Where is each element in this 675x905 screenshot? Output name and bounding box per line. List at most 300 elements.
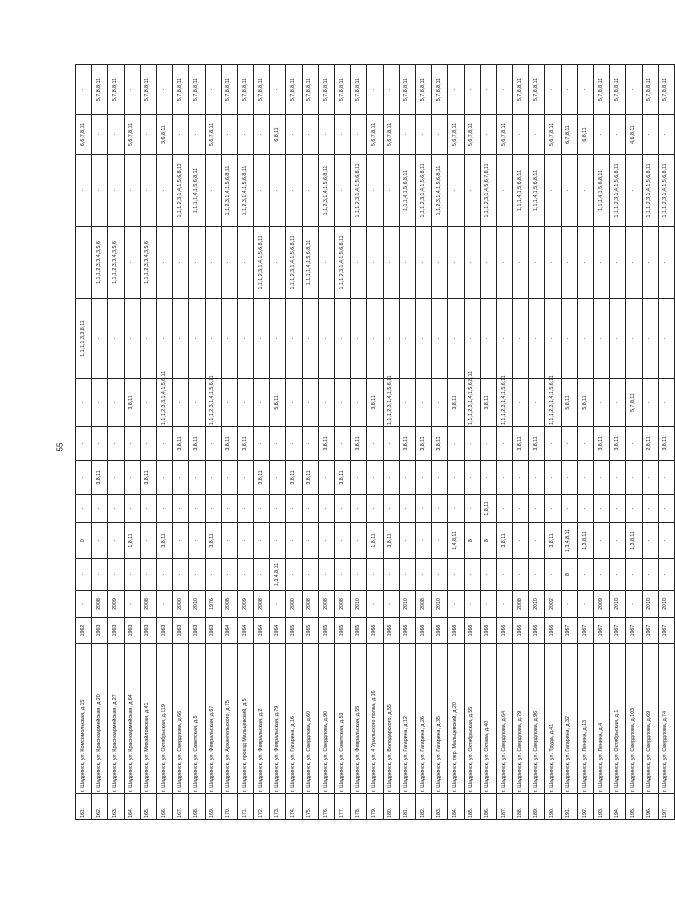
build-year-cell: 1965 bbox=[335, 618, 351, 644]
value-cell-8: 3,8,11 bbox=[415, 427, 431, 461]
value-cell-10: - bbox=[658, 299, 674, 379]
row-number-cell: 176. bbox=[318, 794, 334, 820]
address-cell: г. Шадринск, ул. Красноармейская, д.27 bbox=[108, 644, 124, 794]
address-cell: г. Шадринск, ул. Труда, д.41 bbox=[545, 644, 561, 794]
value-cell-7: - bbox=[318, 461, 334, 495]
value-cell-10: - bbox=[270, 299, 286, 379]
address-cell: г. Шадринск, ул. Советская, д.5 bbox=[189, 644, 205, 794]
value-cell-9: 5,8,11 bbox=[270, 379, 286, 427]
table-row bbox=[318, 65, 334, 820]
value-cell-10: - bbox=[594, 299, 610, 379]
value-cell-10: - bbox=[318, 299, 334, 379]
value-cell-5: 1,3,8,11 bbox=[626, 523, 642, 559]
value-cell-9: - bbox=[302, 379, 318, 427]
address-cell: г. Шадринск, ул. Свердлова, д.96 bbox=[529, 644, 545, 794]
value-cell-4: - bbox=[124, 559, 140, 591]
value-cell-8: 3,8,11 bbox=[432, 427, 448, 461]
address-cell: г. Шадринск, ул. Февральская, д.2 bbox=[254, 644, 270, 794]
value-cell-5: - bbox=[254, 523, 270, 559]
value-cell-4: - bbox=[205, 559, 221, 591]
table-row bbox=[92, 65, 108, 820]
value-cell-9: - bbox=[189, 379, 205, 427]
address-cell: г. Шадринск, проезд Мальцевский, д.5 bbox=[237, 644, 253, 794]
value-cell-14: 5,7,8,8,11 bbox=[335, 65, 351, 115]
table-row bbox=[302, 65, 318, 820]
value-cell-4: - bbox=[642, 559, 658, 591]
value-cell-10: - bbox=[432, 299, 448, 379]
value-cell-3: - bbox=[577, 591, 593, 618]
value-cell-3: 2010 bbox=[642, 591, 658, 618]
value-cell-6: - bbox=[577, 495, 593, 523]
table-row bbox=[594, 65, 610, 820]
value-cell-8: 2,8,11 bbox=[642, 427, 658, 461]
build-year-cell: 1965 bbox=[302, 618, 318, 644]
address-cell: г. Шадринск, ул. Февральская, д.79 bbox=[270, 644, 286, 794]
build-year-cell: 1964 bbox=[270, 618, 286, 644]
value-cell-14: 5,7,8,8,11 bbox=[594, 65, 610, 115]
value-cell-13: - bbox=[221, 115, 237, 155]
value-cell-11: - bbox=[205, 227, 221, 299]
address-cell: г. Шадринск, ул. Михайловская, д.41 bbox=[140, 644, 156, 794]
row-number-cell: 172. bbox=[254, 794, 270, 820]
value-cell-10: - bbox=[140, 299, 156, 379]
value-cell-13: 5,6,7,8,11 bbox=[124, 115, 140, 155]
value-cell-3: 2010 bbox=[351, 591, 367, 618]
value-cell-5: - bbox=[513, 523, 529, 559]
value-cell-5: - bbox=[221, 523, 237, 559]
value-cell-14: 5,7,8,8,11 bbox=[513, 65, 529, 115]
value-cell-6: - bbox=[189, 495, 205, 523]
value-cell-4: - bbox=[140, 559, 156, 591]
value-cell-12: - bbox=[140, 155, 156, 227]
row-number-cell: 161. bbox=[76, 794, 92, 820]
value-cell-6: - bbox=[658, 495, 674, 523]
value-cell-9: - bbox=[351, 379, 367, 427]
row-number-cell: 188. bbox=[513, 794, 529, 820]
value-cell-6: - bbox=[448, 495, 464, 523]
value-cell-5: - bbox=[399, 523, 415, 559]
value-cell-12: - bbox=[92, 155, 108, 227]
value-cell-8: 3,8,11 bbox=[237, 427, 253, 461]
value-cell-12: 1,1,1,2,3,1,4,1,5,6,8,11 bbox=[351, 155, 367, 227]
value-cell-12: - bbox=[626, 155, 642, 227]
value-cell-10: - bbox=[351, 299, 367, 379]
table-row bbox=[480, 65, 496, 820]
value-cell-9: - bbox=[237, 379, 253, 427]
value-cell-10: - bbox=[221, 299, 237, 379]
value-cell-8: 3,8,11 bbox=[318, 427, 334, 461]
value-cell-9: - bbox=[513, 379, 529, 427]
value-cell-3: - bbox=[626, 591, 642, 618]
address-cell: г. Шадринск, ул. Комсомольская, д.15 bbox=[76, 644, 92, 794]
table-row bbox=[577, 65, 593, 820]
value-cell-3: 2010 bbox=[658, 591, 674, 618]
value-cell-12: 1,1,1,4,1,5,6,8,11 bbox=[513, 155, 529, 227]
table-row bbox=[545, 65, 561, 820]
value-cell-6: - bbox=[415, 495, 431, 523]
table-row bbox=[270, 65, 286, 820]
value-cell-7: - bbox=[577, 461, 593, 495]
value-cell-4: - bbox=[335, 559, 351, 591]
value-cell-13: 4,6,8,11 bbox=[626, 115, 642, 155]
value-cell-9: 3,8,11 bbox=[448, 379, 464, 427]
address-cell: г. Шадринск, ул. Гагарина, д.12 bbox=[399, 644, 415, 794]
value-cell-5: - bbox=[351, 523, 367, 559]
value-cell-7: - bbox=[383, 461, 399, 495]
table-row bbox=[561, 65, 577, 820]
value-cell-9: - bbox=[318, 379, 334, 427]
value-cell-7: - bbox=[189, 461, 205, 495]
value-cell-3: - bbox=[480, 591, 496, 618]
value-cell-7: 3,8,11 bbox=[302, 461, 318, 495]
table-row bbox=[140, 65, 156, 820]
value-cell-7: - bbox=[221, 461, 237, 495]
value-cell-8: - bbox=[335, 427, 351, 461]
value-cell-9: - bbox=[399, 379, 415, 427]
value-cell-8: 3,8,11 bbox=[189, 427, 205, 461]
value-cell-4: - bbox=[545, 559, 561, 591]
build-year-cell: 1965 bbox=[286, 618, 302, 644]
address-cell: г. Шадринск, ул. Ленина, д.13 bbox=[577, 644, 593, 794]
value-cell-3: 2010 bbox=[399, 591, 415, 618]
value-cell-5: - bbox=[302, 523, 318, 559]
row-number-cell: 191. bbox=[561, 794, 577, 820]
value-cell-13: - bbox=[432, 115, 448, 155]
value-cell-12: - bbox=[561, 155, 577, 227]
address-cell: г. Шадринск, ул. Свердлова, д.69 bbox=[642, 644, 658, 794]
value-cell-9: 5,8,11 bbox=[577, 379, 593, 427]
value-cell-10: - bbox=[367, 299, 383, 379]
value-cell-5: - bbox=[92, 523, 108, 559]
value-cell-4: - bbox=[351, 559, 367, 591]
value-cell-6: - bbox=[286, 495, 302, 523]
value-cell-4: - bbox=[577, 559, 593, 591]
value-cell-3: - bbox=[496, 591, 512, 618]
value-cell-4: - bbox=[415, 559, 431, 591]
build-year-cell: 1967 bbox=[626, 618, 642, 644]
build-year-cell: 1965 bbox=[351, 618, 367, 644]
value-cell-13: - bbox=[480, 115, 496, 155]
value-cell-11: - bbox=[545, 227, 561, 299]
build-year-cell: 1966 bbox=[432, 618, 448, 644]
value-cell-12: - bbox=[254, 155, 270, 227]
value-cell-7: - bbox=[545, 461, 561, 495]
value-cell-10: - bbox=[561, 299, 577, 379]
value-cell-8: 3,8,11 bbox=[594, 427, 610, 461]
value-cell-14: 5,7,8,8,11 bbox=[108, 65, 124, 115]
value-cell-7: - bbox=[156, 461, 172, 495]
value-cell-14: 5,7,8,8,11 bbox=[286, 65, 302, 115]
address-cell: г. Шадринск, ул. Октябрьская, д.119 bbox=[156, 644, 172, 794]
value-cell-14: - bbox=[561, 65, 577, 115]
row-number-cell: 184. bbox=[448, 794, 464, 820]
table-row bbox=[124, 65, 140, 820]
value-cell-10: - bbox=[237, 299, 253, 379]
address-cell: г. Шадринск, ул. Февральская, д.55 bbox=[351, 644, 367, 794]
value-cell-10: - bbox=[286, 299, 302, 379]
value-cell-4: - bbox=[464, 559, 480, 591]
value-cell-4: - bbox=[302, 559, 318, 591]
value-cell-6: - bbox=[399, 495, 415, 523]
row-number-cell: 164. bbox=[124, 794, 140, 820]
row-number-cell: 178. bbox=[351, 794, 367, 820]
value-cell-8: - bbox=[545, 427, 561, 461]
value-cell-4: - bbox=[513, 559, 529, 591]
table-row bbox=[415, 65, 431, 820]
value-cell-14: - bbox=[577, 65, 593, 115]
value-cell-7: - bbox=[529, 461, 545, 495]
value-cell-11: - bbox=[594, 227, 610, 299]
value-cell-14: 5,7,8,8,11 bbox=[302, 65, 318, 115]
value-cell-5: 3,8,11 bbox=[383, 523, 399, 559]
value-cell-6: - bbox=[92, 495, 108, 523]
value-cell-9: - bbox=[432, 379, 448, 427]
row-number-cell: 166. bbox=[156, 794, 172, 820]
value-cell-3: - bbox=[156, 591, 172, 618]
row-number-cell: 197. bbox=[658, 794, 674, 820]
value-cell-8: - bbox=[626, 427, 642, 461]
value-cell-13: - bbox=[173, 115, 189, 155]
value-cell-13: 5,6,7,8,11 bbox=[496, 115, 512, 155]
value-cell-11: - bbox=[173, 227, 189, 299]
value-cell-10: - bbox=[173, 299, 189, 379]
table-row bbox=[496, 65, 512, 820]
row-number-cell: 192. bbox=[577, 794, 593, 820]
address-cell: г. Шадринск, ул. Свердлова, д.66 bbox=[173, 644, 189, 794]
build-year-cell: 1963 bbox=[108, 618, 124, 644]
table-row bbox=[658, 65, 674, 820]
value-cell-6: - bbox=[351, 495, 367, 523]
build-year-cell: 1964 bbox=[221, 618, 237, 644]
table-row bbox=[513, 65, 529, 820]
value-cell-3: 2000 bbox=[286, 591, 302, 618]
value-cell-6: - bbox=[237, 495, 253, 523]
table-row bbox=[529, 65, 545, 820]
value-cell-3: - bbox=[367, 591, 383, 618]
value-cell-11: - bbox=[237, 227, 253, 299]
value-cell-11: 1,1,1,2,3,3,4,3,5,6 bbox=[140, 227, 156, 299]
rotated-table-container bbox=[75, 65, 669, 820]
row-number-cell: 183. bbox=[432, 794, 448, 820]
value-cell-10: - bbox=[496, 299, 512, 379]
build-year-cell: 1967 bbox=[610, 618, 626, 644]
value-cell-4: - bbox=[189, 559, 205, 591]
table-row bbox=[237, 65, 253, 820]
value-cell-11: 1,1,1,2,3,3,4,3,5,6 bbox=[92, 227, 108, 299]
value-cell-12: - bbox=[302, 155, 318, 227]
value-cell-10: - bbox=[626, 299, 642, 379]
value-cell-13: - bbox=[140, 115, 156, 155]
value-cell-14: 5,7,8,8,11 bbox=[610, 65, 626, 115]
value-cell-13: 6,8,11 bbox=[270, 115, 286, 155]
value-cell-13: - bbox=[399, 115, 415, 155]
table-row bbox=[205, 65, 221, 820]
table-row bbox=[626, 65, 642, 820]
value-cell-7: - bbox=[237, 461, 253, 495]
value-cell-11: - bbox=[577, 227, 593, 299]
value-cell-3: - bbox=[448, 591, 464, 618]
value-cell-10: - bbox=[529, 299, 545, 379]
value-cell-7: - bbox=[351, 461, 367, 495]
value-cell-3: 2009 bbox=[594, 591, 610, 618]
value-cell-4: - bbox=[626, 559, 642, 591]
value-cell-5: - bbox=[415, 523, 431, 559]
value-cell-14: - bbox=[124, 65, 140, 115]
value-cell-8: 3,8,11 bbox=[351, 427, 367, 461]
address-cell: г. Шадринск, ул. Гагарина, д.16 bbox=[286, 644, 302, 794]
value-cell-11: - bbox=[221, 227, 237, 299]
value-cell-6: - bbox=[76, 495, 92, 523]
value-cell-3: - bbox=[464, 591, 480, 618]
value-cell-12: - bbox=[270, 155, 286, 227]
value-cell-12: - bbox=[335, 155, 351, 227]
value-cell-5: - bbox=[318, 523, 334, 559]
value-cell-11: - bbox=[367, 227, 383, 299]
build-year-cell: 1964 bbox=[254, 618, 270, 644]
value-cell-12: 1,1,1,2,3,1,4,1,5,6,8,11 bbox=[642, 155, 658, 227]
value-cell-3: 2008 bbox=[302, 591, 318, 618]
build-year-cell: 1965 bbox=[318, 618, 334, 644]
row-number-cell: 180. bbox=[383, 794, 399, 820]
address-cell: г. Шадринск, ул. Октябрьская, д.55 bbox=[464, 644, 480, 794]
value-cell-9: 5,8,11 bbox=[561, 379, 577, 427]
value-cell-5: - bbox=[270, 523, 286, 559]
value-cell-13: - bbox=[92, 115, 108, 155]
build-year-cell: 1966 bbox=[496, 618, 512, 644]
value-cell-9: - bbox=[140, 379, 156, 427]
table-row bbox=[156, 65, 172, 820]
value-cell-5: - bbox=[432, 523, 448, 559]
value-cell-14: - bbox=[448, 65, 464, 115]
value-cell-8: - bbox=[108, 427, 124, 461]
build-year-cell: 1967 bbox=[642, 618, 658, 644]
value-cell-13: - bbox=[189, 115, 205, 155]
value-cell-9: 1,1,1,2,3,1,4,1,5,6,11 bbox=[545, 379, 561, 427]
value-cell-5: 8 bbox=[480, 523, 496, 559]
value-cell-10: - bbox=[124, 299, 140, 379]
value-cell-12: 1,1,1,2,3,1,4,1,5,6,8,11 bbox=[173, 155, 189, 227]
build-year-cell: 1966 bbox=[399, 618, 415, 644]
value-cell-13: - bbox=[351, 115, 367, 155]
value-cell-3: 2008 bbox=[513, 591, 529, 618]
value-cell-8: 3,8,11 bbox=[658, 427, 674, 461]
building-repair-table bbox=[75, 64, 675, 820]
value-cell-13: - bbox=[610, 115, 626, 155]
value-cell-3: 2008 bbox=[140, 591, 156, 618]
value-cell-4: - bbox=[286, 559, 302, 591]
value-cell-4: 1,3,4,8,11 bbox=[270, 559, 286, 591]
value-cell-13: 6,7,8,11 bbox=[561, 115, 577, 155]
value-cell-5: 0 bbox=[76, 523, 92, 559]
value-cell-14: 5,7,8,8,11 bbox=[642, 65, 658, 115]
value-cell-4: - bbox=[76, 559, 92, 591]
value-cell-6: - bbox=[205, 495, 221, 523]
value-cell-4: - bbox=[399, 559, 415, 591]
value-cell-8: 3,8,11 bbox=[529, 427, 545, 461]
value-cell-11: 1,1,1,2,3,1,4,1,5,6,8,11 bbox=[254, 227, 270, 299]
row-number-cell: 196. bbox=[642, 794, 658, 820]
value-cell-3: 2010 bbox=[529, 591, 545, 618]
value-cell-3: 2008 bbox=[254, 591, 270, 618]
value-cell-8: - bbox=[156, 427, 172, 461]
value-cell-11: - bbox=[610, 227, 626, 299]
row-number-cell: 186. bbox=[480, 794, 496, 820]
value-cell-5: 8 bbox=[464, 523, 480, 559]
value-cell-12: - bbox=[464, 155, 480, 227]
value-cell-9: - bbox=[415, 379, 431, 427]
address-cell: г. Шадринск, ул. Октава, д.40 bbox=[480, 644, 496, 794]
value-cell-14: - bbox=[464, 65, 480, 115]
value-cell-11: - bbox=[496, 227, 512, 299]
address-cell: г. Шадринск, ул. Свердлова, д.79 bbox=[513, 644, 529, 794]
value-cell-7: - bbox=[594, 461, 610, 495]
row-number-cell: 187. bbox=[496, 794, 512, 820]
value-cell-7: 3,8,11 bbox=[92, 461, 108, 495]
value-cell-4: - bbox=[156, 559, 172, 591]
row-number-cell: 181. bbox=[399, 794, 415, 820]
table-body bbox=[76, 65, 675, 820]
value-cell-9: 1,1,1,2,3,1,4,1,5,6,11 bbox=[496, 379, 512, 427]
value-cell-10: - bbox=[545, 299, 561, 379]
address-cell: г. Шадринск, ул. Советская, д.53 bbox=[335, 644, 351, 794]
value-cell-6: 1,8,11 bbox=[480, 495, 496, 523]
value-cell-13: - bbox=[642, 115, 658, 155]
value-cell-11: - bbox=[561, 227, 577, 299]
value-cell-10: - bbox=[189, 299, 205, 379]
value-cell-9: 3,8,11 bbox=[124, 379, 140, 427]
value-cell-12: - bbox=[286, 155, 302, 227]
value-cell-14: 5,7,8,8,11 bbox=[318, 65, 334, 115]
value-cell-12: 1,1,1,1,4,1,5,6,8,11 bbox=[189, 155, 205, 227]
build-year-cell: 1967 bbox=[577, 618, 593, 644]
value-cell-7: - bbox=[415, 461, 431, 495]
value-cell-6: - bbox=[594, 495, 610, 523]
value-cell-8: - bbox=[205, 427, 221, 461]
value-cell-13: 3,6,8,11 bbox=[156, 115, 172, 155]
value-cell-3: 2008 bbox=[415, 591, 431, 618]
build-year-cell: 1966 bbox=[513, 618, 529, 644]
value-cell-5: 3,8,11 bbox=[545, 523, 561, 559]
value-cell-11: - bbox=[626, 227, 642, 299]
value-cell-10: - bbox=[415, 299, 431, 379]
value-cell-5: - bbox=[529, 523, 545, 559]
address-cell: г. Шадринск, ул. Свердлова, д.64 bbox=[496, 644, 512, 794]
address-cell: г. Шадринск, ул. Свердлова, д.90 bbox=[318, 644, 334, 794]
value-cell-8: - bbox=[480, 427, 496, 461]
value-cell-14: - bbox=[480, 65, 496, 115]
value-cell-14: - bbox=[626, 65, 642, 115]
address-cell: г. Шадринск, ул. Ленина, д.4 bbox=[594, 644, 610, 794]
value-cell-7: - bbox=[173, 461, 189, 495]
build-year-cell: 1963 bbox=[92, 618, 108, 644]
value-cell-14: 5,7,8,8,11 bbox=[351, 65, 367, 115]
value-cell-14: - bbox=[76, 65, 92, 115]
page-number: 55 bbox=[55, 442, 65, 452]
address-cell: г. Шадринск, ул. Красноармейская, д.20 bbox=[92, 644, 108, 794]
value-cell-3: 2009 bbox=[108, 591, 124, 618]
value-cell-7: 3,8,11 bbox=[140, 461, 156, 495]
row-number-cell: 173. bbox=[270, 794, 286, 820]
value-cell-7: - bbox=[561, 461, 577, 495]
value-cell-14: - bbox=[156, 65, 172, 115]
value-cell-11: - bbox=[448, 227, 464, 299]
value-cell-5: - bbox=[237, 523, 253, 559]
value-cell-5: - bbox=[173, 523, 189, 559]
value-cell-7: - bbox=[610, 461, 626, 495]
value-cell-7: - bbox=[642, 461, 658, 495]
table-row bbox=[383, 65, 399, 820]
value-cell-10: - bbox=[642, 299, 658, 379]
